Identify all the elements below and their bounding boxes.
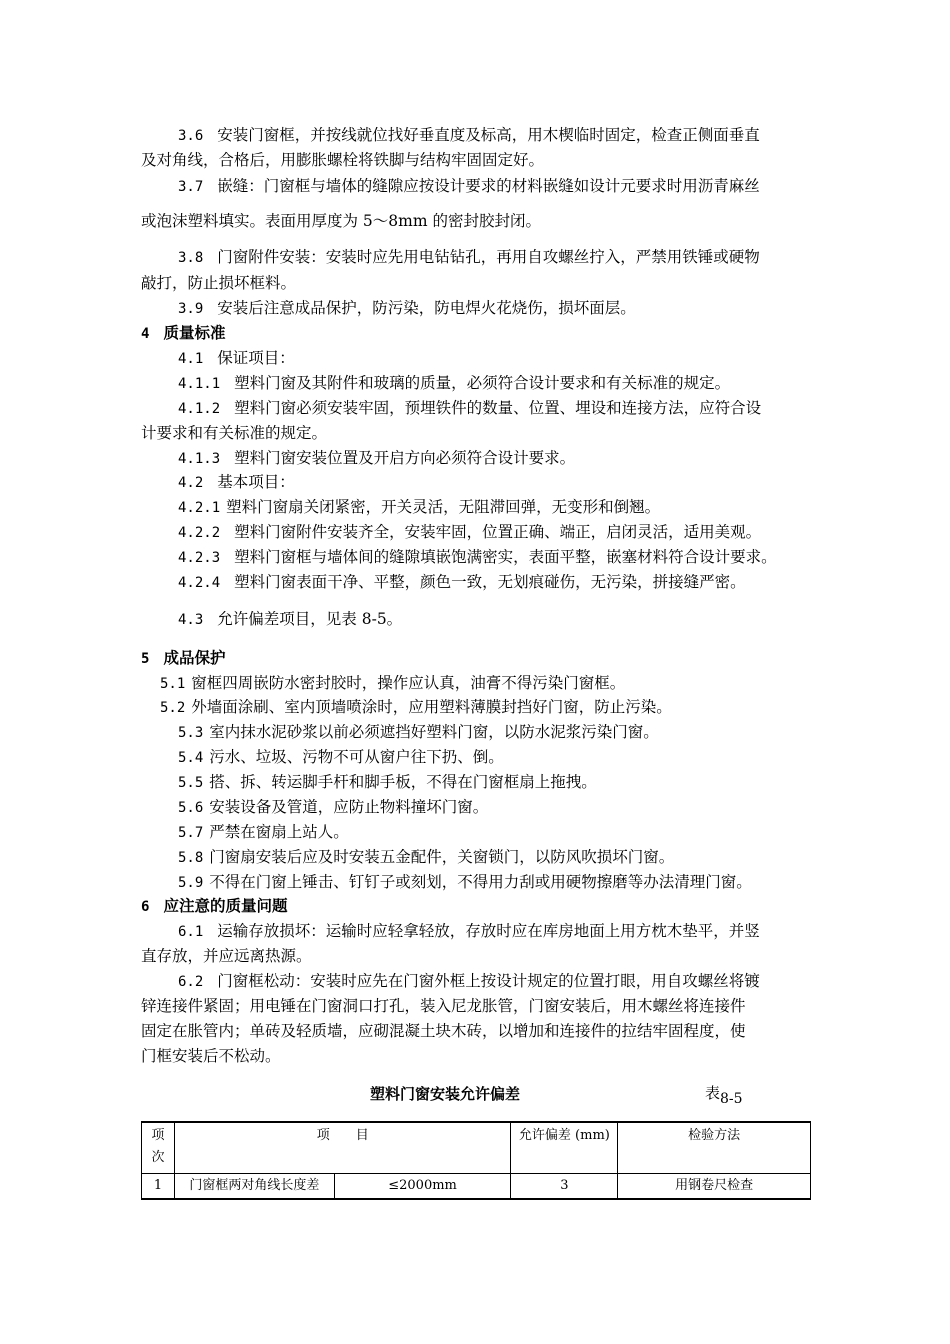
para-text: 塑料门窗框与墙体间的缝隙填嵌饱满密实，表面平整，嵌塞材料符合设计要求。 <box>234 548 777 566</box>
para-text: 安装设备及管道，应防止物料撞坏门窗。 <box>209 798 489 816</box>
para-3-8 <box>178 247 760 268</box>
table-header-row <box>142 1122 811 1174</box>
para-number: 4.2.1 <box>178 500 221 516</box>
section-number: 6 <box>141 899 150 915</box>
para-4-1-1 <box>178 373 730 394</box>
para-3-6 <box>178 125 760 146</box>
para-number: 5.1 <box>160 676 186 692</box>
para-text: 门框安装后不松动。 <box>141 1047 281 1065</box>
para-number: 4.3 <box>178 612 204 628</box>
header-deviation: 允许偏差 (mm) <box>511 1122 618 1174</box>
para-3-7 <box>178 176 760 197</box>
para-5-3 <box>178 722 659 743</box>
para-5-2 <box>160 697 672 718</box>
para-text: 及对角线，合格后，用膨胀螺栓将铁脚与结构牢固固定好。 <box>141 151 545 169</box>
para-text: 直存放，并应远离热源。 <box>141 947 312 965</box>
para-4-2-2 <box>178 522 761 543</box>
para-number: 3.8 <box>178 250 204 266</box>
para-text: 塑料门窗表面干净、平整，颜色一致，无划痕碰伤，无污染，拼接缝严密。 <box>234 573 746 591</box>
para-number: 3.6 <box>178 128 204 144</box>
allowed-deviation-table <box>141 1121 811 1200</box>
para-text: 门窗附件安装：安装时应先用电钻钻孔，再用自攻螺丝拧入，严禁用铁锤或硬物 <box>217 248 760 266</box>
para-number: 5.3 <box>178 725 204 741</box>
para-5-1 <box>160 673 625 694</box>
para-text: 门窗框松动：安装时应先在门窗外框上按设计规定的位置打眼，用自攻螺丝将镀 <box>217 972 760 990</box>
cell-seq: 1 <box>142 1174 175 1200</box>
para-text: 外墙面涂刷、室内顶墙喷涂时，应用塑料薄膜封挡好门窗，防止污染。 <box>191 698 672 716</box>
table-number-prefix: 表 <box>705 1084 721 1102</box>
cell-deviation: 3 <box>511 1174 618 1200</box>
para-number: 5.2 <box>160 700 186 716</box>
para-text: 污水、垃圾、污物不可从窗户往下扔、倒。 <box>209 748 504 766</box>
section-number: 4 <box>141 326 150 342</box>
para-text: 室内抹水泥砂浆以前必须遮挡好塑料门窗，以防水泥浆污染门窗。 <box>209 723 659 741</box>
para-5-9 <box>178 872 752 893</box>
para-number: 5.8 <box>178 850 204 866</box>
para-6-1 <box>178 921 760 942</box>
para-6-1-cont <box>141 946 312 966</box>
header-method: 检验方法 <box>618 1122 811 1174</box>
para-number: 6.2 <box>178 974 204 990</box>
cell-item: 门窗框两对角线长度差 <box>174 1174 334 1200</box>
para-text: 塑料门窗必须安装牢固，预埋铁件的数量、位置、埋设和连接方法，应符合设 <box>234 399 762 417</box>
header-item: 项 目 <box>174 1122 510 1174</box>
para-number: 5.6 <box>178 800 204 816</box>
para-text: 嵌缝：门窗框与墙体的缝隙应按设计要求的材料嵌缝如设计元要求时用沥青麻丝 <box>217 177 760 195</box>
header-seq <box>142 1122 175 1174</box>
para-6-2-cont-1 <box>141 996 746 1016</box>
para-3-7-cont <box>141 211 541 231</box>
para-text: 塑料门窗及其附件和玻璃的质量，必须符合设计要求和有关标准的规定。 <box>234 374 731 392</box>
para-text: 安装门窗框，并按线就位找好垂直度及标高，用木楔临时固定，检查正侧面垂直 <box>217 126 760 144</box>
para-4-2-1 <box>178 497 660 518</box>
para-text: 计要求和有关标准的规定。 <box>141 424 328 442</box>
para-4-1-2 <box>178 398 761 419</box>
para-4-1-3 <box>178 448 575 469</box>
section-heading-6 <box>141 896 287 917</box>
para-number: 5.4 <box>178 750 204 766</box>
para-3-6-cont <box>141 150 544 170</box>
para-number: 3.7 <box>178 179 204 195</box>
para-text: 运输存放损坏：运输时应轻拿轻放，存放时应在库房地面上用方枕木垫平，并竖 <box>217 922 760 940</box>
para-3-9 <box>178 298 636 319</box>
para-4-2-3 <box>178 547 777 568</box>
section-heading-4 <box>141 323 225 344</box>
para-number: 5.7 <box>178 825 204 841</box>
header-seq-2: 次 <box>151 1150 165 1165</box>
para-number: 4.2.2 <box>178 525 221 541</box>
para-4-3 <box>178 609 402 630</box>
para-number: 4.1 <box>178 351 204 367</box>
para-5-4 <box>178 747 504 768</box>
para-6-2-cont-2 <box>141 1021 746 1041</box>
para-3-8-cont <box>141 273 296 293</box>
para-number: 3.9 <box>178 301 204 317</box>
header-seq-1: 项 <box>151 1128 165 1143</box>
para-text: 门窗扇安装后应及时安装五金配件，关窗锁门，以防风吹损坏门窗。 <box>209 848 675 866</box>
section-title: 应注意的质量问题 <box>163 897 288 915</box>
section-heading-5 <box>141 648 225 669</box>
para-text: 搭、拆、转运脚手杆和脚手板，不得在门窗框扇上拖拽。 <box>209 773 597 791</box>
para-4-2 <box>178 472 295 493</box>
para-text: 不得在门窗上锤击、钉钉子或刻划，不得用力刮或用硬物擦磨等办法清理门窗。 <box>209 873 752 891</box>
para-4-2-4 <box>178 572 746 593</box>
para-number: 4.1.1 <box>178 376 221 392</box>
section-title: 质量标准 <box>163 324 226 342</box>
table-caption: 塑料门窗安装允许偏差 <box>370 1085 521 1103</box>
para-number: 4.1.2 <box>178 401 221 417</box>
para-text: 允许偏差项目，见表 8-5。 <box>217 610 403 628</box>
para-text: 或泡沫塑料填实。表面用厚度为 5～8mm 的密封胶封闭。 <box>141 212 541 230</box>
cell-condition: ≤2000mm <box>334 1174 511 1200</box>
para-text: 塑料门窗附件安装齐全，安装牢固，位置正确、端正，启闭灵活，适用美观。 <box>234 523 762 541</box>
para-number: 4.1.3 <box>178 451 221 467</box>
para-5-7 <box>178 822 349 843</box>
cell-method: 用钢卷尺检查 <box>618 1174 811 1200</box>
para-text: 窗框四周嵌防水密封胶时，操作应认真，油膏不得污染门窗框。 <box>191 674 626 692</box>
table-number-value: 8-5 <box>720 1091 743 1107</box>
para-text: 保证项目： <box>217 349 295 367</box>
para-number: 6.1 <box>178 924 204 940</box>
para-text: 锌连接件紧固；用电锤在门窗洞口打孔，装入尼龙胀管，门窗安装后，用木螺丝将连接件 <box>141 997 746 1015</box>
para-text: 塑料门窗扇关闭紧密，开关灵活，无阻滞回弹，无变形和倒翘。 <box>226 498 661 516</box>
para-5-6 <box>178 797 488 818</box>
para-6-2-cont-3 <box>141 1046 281 1066</box>
para-5-5 <box>178 772 597 793</box>
para-number: 5.5 <box>178 775 204 791</box>
para-text: 严禁在窗扇上站人。 <box>209 823 349 841</box>
para-text: 敲打，防止损坏框料。 <box>141 274 297 292</box>
para-number: 5.9 <box>178 875 204 891</box>
para-text: 基本项目： <box>217 473 295 491</box>
para-4-1 <box>178 348 295 369</box>
para-number: 4.2.4 <box>178 575 221 591</box>
para-number: 4.2 <box>178 475 204 491</box>
section-title: 成品保护 <box>163 649 226 667</box>
para-4-1-2-cont <box>141 423 327 443</box>
para-number: 4.2.3 <box>178 550 221 566</box>
table-row <box>142 1174 811 1200</box>
table-number <box>705 1082 743 1107</box>
para-text: 塑料门窗安装位置及开启方向必须符合设计要求。 <box>234 449 576 467</box>
para-6-2 <box>178 971 760 992</box>
section-number: 5 <box>141 651 150 667</box>
para-text: 固定在胀管内；单砖及轻质墙，应砌混凝土块木砖，以增加和连接件的拉结牢固程度，使 <box>141 1022 746 1040</box>
para-5-8 <box>178 847 674 868</box>
para-text: 安装后注意成品保护，防污染，防电焊火花烧伤，损坏面层。 <box>217 299 636 317</box>
